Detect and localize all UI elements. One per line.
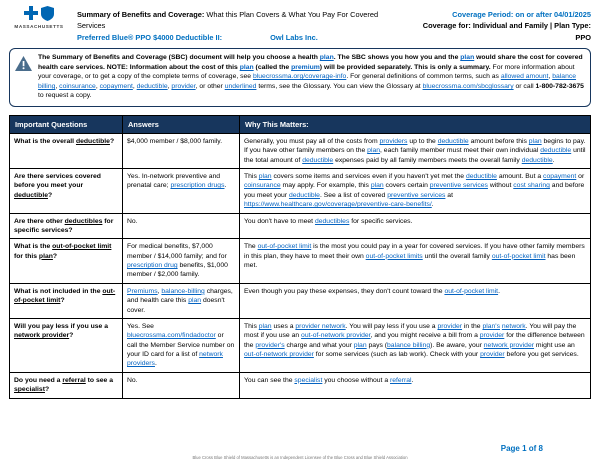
bcbs-logo (9, 8, 69, 29)
intro-paragraph: The Summary of Benefits and Coverage (SBC) document will help you choose a health plan. The SBC shows you how you and the plan would share the cost for covered health care services. NOTE: Information about the cost of this plan (called the premium) will be provided separately. This is only a summary. For more information about your coverage, or to get a copy of the complete terms of coverage, see bluecrossma.org/coverage-info. For general definitions of common terms, such as allowed amount, balance billing, coinsurance, copayment, deductible, provider, or other underlined terms, see the Glossary. You can view the Glossary at bluecrossma.com/sbcglossary or call 1-800-782-3675 to request a copy. (38, 54, 584, 100)
preventive-care-link[interactable]: https://www.healthcare.gov/coverage/preventive-care-benefits/ (244, 201, 432, 209)
why-cell: The out-of-pocket limit is the most you could pay in a year for covered services. If you have other family members in this plan, they have to meet their own out-of-pocket limits until the overall family out-of-pocket limit has been met. (240, 239, 591, 284)
plan-line (77, 32, 405, 43)
intro-box (9, 48, 591, 107)
plan-name: Preferred Blue® PPO $4000 Deductible II: (77, 32, 223, 42)
table-row-6 (10, 318, 591, 372)
document-title-rest: What this Plan Covers & What You Pay For Covered Services (77, 10, 379, 31)
coverage-info-link[interactable]: bluecrossma.org/coverage-info (252, 73, 347, 81)
warning-triangle-icon (15, 53, 32, 76)
bcbs-logo-icons (9, 8, 69, 23)
why-cell: This plan uses a provider network. You will pay less if you use a provider in the plan's network. You will pay the most if you use an out-of-network provider, and you might receive a bill from a provider for the difference between the provider's charge and what your plan pays (balance billing). Be aware, your network provider might use an out-of-network provider for some services (such as lab work). Check with your provider before you get services. (240, 318, 591, 372)
table-row-7 (10, 372, 591, 398)
document-header (9, 8, 591, 43)
answer-cell: Yes. See bluecrossma.com/findadoctor or call the Member Service number on your ID card for a list of network providers. (123, 318, 240, 372)
question-cell: Will you pay less if you use a network provider? (10, 318, 123, 372)
table-row-3 (10, 213, 591, 239)
table-row-1 (10, 133, 591, 168)
find-a-doctor-link[interactable]: bluecrossma.com/findadoctor (127, 332, 216, 340)
col-header-important-questions: Important Questions (10, 115, 123, 133)
page-footer (9, 444, 591, 460)
why-cell: You don't have to meet deductibles for specific services. (240, 213, 591, 239)
col-header-answers: Answers (123, 115, 240, 133)
why-cell: Even though you pay these expenses, they don't count toward the out-of-pocket limit. (240, 283, 591, 318)
table-row-2 (10, 169, 591, 214)
benefits-table-body (10, 133, 591, 398)
glossary-link[interactable]: bluecrossma.com/sbcglossary (422, 82, 514, 90)
coverage-info (413, 8, 591, 43)
table-header-row (10, 115, 591, 133)
question-cell: Are there services covered before you meet your deductible? (10, 169, 123, 214)
logo-text-massachusetts: MASSACHUSETTS (14, 24, 64, 29)
answer-cell: $4,000 member / $8,000 family. (123, 133, 240, 168)
footer-disclaimer: Blue Cross Blue Shield of Massachusetts is an Independent Licensee of the Blue Cross and Blue Shield Association (192, 455, 408, 460)
answer-cell: Yes. In-network preventive and prenatal care; prescription drugs. (123, 169, 240, 214)
document-title-bold: Summary of Benefits and Coverage: (77, 10, 205, 19)
coverage-for: Coverage for: Individual and Family | Plan Type: PPO (422, 21, 591, 42)
group-name: Owl Labs Inc. (270, 32, 318, 42)
document-title (77, 9, 405, 32)
blue-cross-icon (24, 6, 38, 25)
why-cell: Generally, you must pay all of the costs from providers up to the deductible amount before this plan begins to pay. If you have other family members on the plan, each family member must meet their own individual deductible until the total amount of deductible expenses paid by all family members meets the overall family deductible. (240, 133, 591, 168)
question-cell: Are there other deductibles for specific services? (10, 213, 123, 239)
coverage-period: Coverage Period: on or after 04/01/2025 (452, 10, 591, 19)
col-header-why-this-matters: Why This Matters: (240, 115, 591, 133)
question-cell: What is the overall deductible? (10, 133, 123, 168)
benefits-table (9, 115, 591, 399)
answer-cell: No. (123, 213, 240, 239)
header-titles (77, 8, 405, 43)
why-cell: This plan covers some items and services even if you haven't yet met the deductible amount. But a copayment or coinsurance may apply. For example, this plan covers certain preventive services without cost sharing and before you meet your deductible. See a list of covered preventive services at https://www.healthcare.gov/coverage/preventive-care-benefits/. (240, 169, 591, 214)
answer-cell: No. (123, 372, 240, 398)
table-row-4 (10, 239, 591, 284)
answer-cell: Premiums, balance-billing charges, and health care this plan doesn't cover. (123, 283, 240, 318)
question-cell: What is not included in the out-of-pocket limit? (10, 283, 123, 318)
table-row-5 (10, 283, 591, 318)
page-number: Page 1 of 8 (500, 444, 543, 453)
answer-cell: For medical benefits, $7,000 member / $14,000 family; and for prescription drug benefits, $1,000 member / $2,000 family. (123, 239, 240, 284)
question-cell: Do you need a referral to see a specialist? (10, 372, 123, 398)
question-cell: What is the out-of-pocket limit for this plan? (10, 239, 123, 284)
blue-shield-icon (41, 6, 54, 26)
why-cell: You can see the specialist you choose without a referral. (240, 372, 591, 398)
